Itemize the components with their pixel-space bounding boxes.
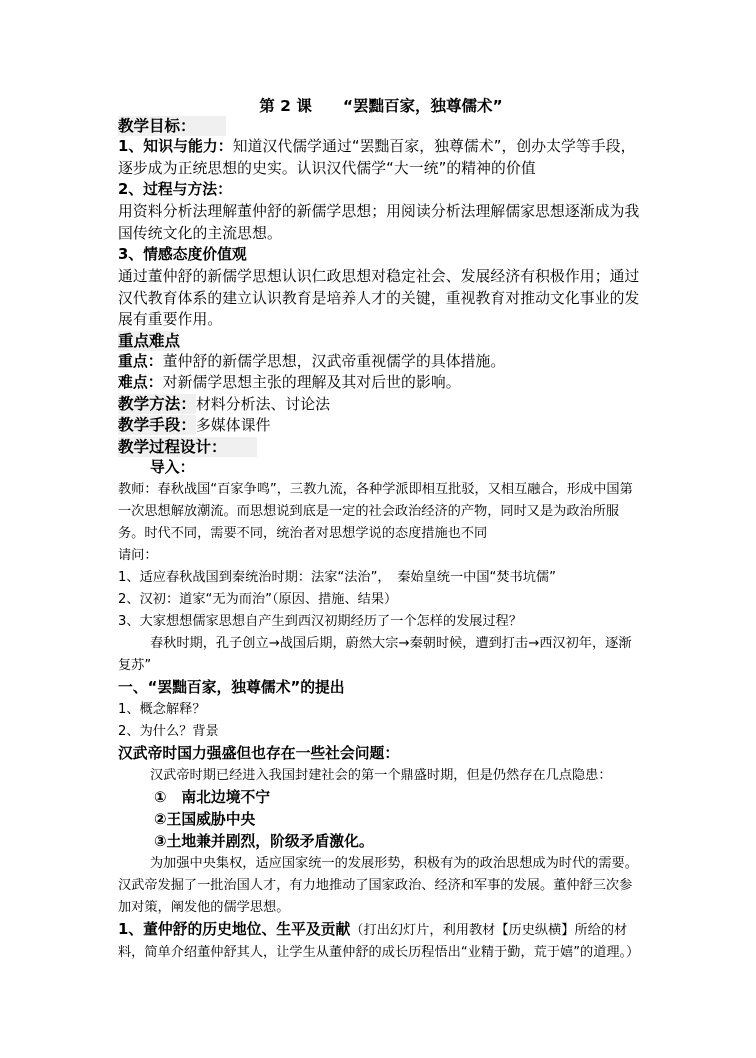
document-body <box>118 96 640 964</box>
teaching-method-label: 教学方法： <box>118 394 197 413</box>
goal-process-text: 用资料分析法理解董仲舒的新儒学思想；用阅读分析法理解儒家思想逐渐成为我国传统文化的主流思想。 <box>118 203 640 242</box>
goal-emotion-text: 通过董仲舒的新儒学思想认识仁政思想对稳定社会、发展经济有积极作用；通过汉代教育体系的建立认识教育是培养人才的关键，重视教育对推动文化事业的发展有重要作用。 <box>118 268 640 328</box>
intro-text: 教师：春秋战国“百家争鸣”，三教九流，各种学派即相互批驳，又相互融合，形成中国第一次思想解放潮流。而思想说到底是一定的社会政治经济的产物，同时又是为政治所服务。时代不同，需要不同，统治者对思想学说的态度措施也不同 <box>118 481 633 541</box>
goal-knowledge-text: 知道汉代儒学通过“罢黜百家，独尊儒术”，创办太学等手段，逐步成为正统思想的史实。认识汉代儒学“大一统”的精神的价值 <box>118 138 636 177</box>
teaching-method-text: 材料分析法、讨论法 <box>196 395 331 413</box>
intro-heading: 导入： <box>150 458 195 476</box>
key-point <box>118 351 640 373</box>
issue-2: ②王国威胁中央 <box>154 810 256 828</box>
dong-section <box>118 919 640 964</box>
goal-knowledge-label: 1、知识与能力： <box>118 138 233 155</box>
question-2: 2、汉初：道家“无为而治”（原因、措施、结果） <box>118 591 398 607</box>
difficult-point <box>118 372 640 394</box>
process-heading: 教学过程设计： <box>118 437 257 457</box>
difficult-point-text: 对新儒学思想主张的理解及其对后世的影响。 <box>162 374 461 391</box>
difficult-point-label: 难点： <box>118 374 163 391</box>
goals-heading: 教学目标： <box>118 116 226 136</box>
goal-emotion-label: 3、情感态度价值观 <box>118 246 247 263</box>
wudi-text: 汉武帝时期已经进入我国封建社会的第一个鼎盛时期，但是仍然存在几点隐患： <box>150 767 612 783</box>
teaching-means-text: 多媒体课件 <box>196 417 271 434</box>
lesson-title: 第 2 课 “罢黜百家，独尊儒术” <box>259 97 503 115</box>
part1-heading: 一、“罢黜百家，独尊儒术”的提出 <box>118 678 345 696</box>
issue-1: ① 南北边境不宁 <box>154 788 271 806</box>
part1-item-1: 1、概念解释？ <box>118 701 206 717</box>
dong-label: 1、董仲舒的历史地位、生平及贡献 <box>118 920 351 938</box>
issue-3: ③土地兼并剧烈，阶级矛盾激化。 <box>154 832 374 850</box>
key-point-text: 董仲舒的新儒学思想，汉武帝重视儒学的具体措施。 <box>162 352 506 370</box>
question-3-answer: 春秋时期，孔子创立→战国后期，蔚然大宗→秦朝时候，遭到打击→西汉初年，逐渐复苏” <box>118 635 632 673</box>
ask-label: 请问： <box>118 547 158 563</box>
goal-process-label: 2、过程与方法： <box>118 181 232 198</box>
wudi-heading: 汉武帝时国力强盛但也存在一些社会问题： <box>118 744 400 762</box>
teaching-method <box>118 394 640 416</box>
teaching-means-label: 教学手段： <box>118 416 197 434</box>
part1-item-2: 2、为什么？背景 <box>118 723 219 739</box>
dong-text: （打出幻灯片，利用教材【历史纵横】所给的材料，简单介绍董仲舒其人，让学生从董仲舒的成长历程悟出“业精于勤，荒于嬉”的道理。） <box>118 922 640 960</box>
question-3: 3、大家想想儒家思想自产生到西汉初期经历了一个怎样的发展过程？ <box>118 613 523 629</box>
goal-knowledge <box>118 136 640 179</box>
key-point-label: 重点： <box>118 352 163 370</box>
question-1: 1、适应春秋战国到秦统治时期：法家“法治”， 秦始皇统一中国“焚书坑儒” <box>118 569 556 585</box>
teaching-means <box>118 415 640 437</box>
key-points-heading: 重点难点 <box>118 331 181 350</box>
central-power-text: 为加强中央集权，适应国家统一的发展形势，积极有为的政治思想成为时代的需要。汉武帝发掘了一批治国人才，有力地推动了国家政治、经济和军事的发展。董仲舒三次参加对策，阐发他的儒学思想。 <box>118 855 638 915</box>
